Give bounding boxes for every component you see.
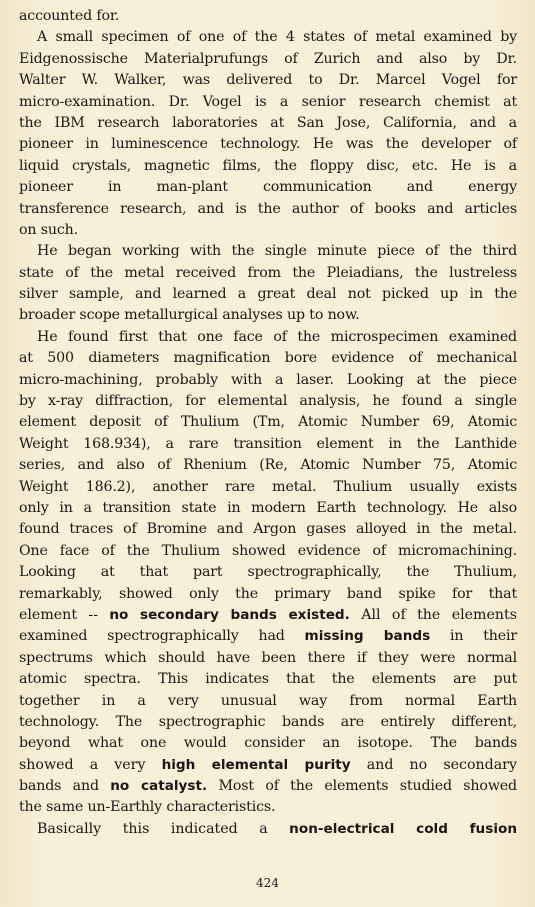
text-line <box>19 70 517 91</box>
text-line <box>19 241 517 262</box>
text-run: silver sample, and learned a great deal not picked up in the <box>19 286 517 303</box>
text-line <box>19 605 517 626</box>
text-line <box>19 519 517 540</box>
text-run: liquid crystals, magnetic films, the floppy disc, etc. He is a <box>19 157 517 174</box>
text-run: micro-machining, probably with a laser. Looking at the piece <box>19 371 517 388</box>
text-run: at 500 diameters magnification bore evidence of mechanical <box>19 350 517 367</box>
text-run: found traces of Bromine and Argon gases alloyed in the metal. <box>19 521 517 538</box>
text-line <box>19 27 517 48</box>
text-line <box>19 348 517 369</box>
text-run: series, and also of Rhenium (Re, Atomic Number 75, Atomic <box>19 457 517 474</box>
text-run: atomic spectra. This indicates that the elements are put <box>19 671 517 688</box>
text-line <box>19 776 517 797</box>
text-line <box>19 220 517 241</box>
bold-phrase: high elemental purity <box>161 756 351 773</box>
text-line <box>19 412 517 433</box>
text-run: together in a very unusual way from normal Earth <box>19 692 517 709</box>
text-run: in their <box>430 628 517 645</box>
text-line <box>19 199 517 220</box>
text-line <box>19 562 517 583</box>
text-line <box>19 284 517 305</box>
text-line <box>19 455 517 476</box>
text-run: Walter W. Walker, was delivered to Dr. Marcel Vogel for <box>19 72 517 89</box>
bold-phrase: no catalyst. <box>110 778 208 795</box>
text-run: He found first that one face of the microspecimen examined <box>37 328 517 345</box>
text-line <box>19 584 517 605</box>
text-run: state of the metal received from the Pleiadians, the lustreless <box>19 264 517 281</box>
text-line <box>19 755 517 776</box>
text-line <box>19 370 517 391</box>
text-line <box>19 6 517 27</box>
text-line <box>19 648 517 669</box>
text-run: technology. The spectrographic bands are entirely different, <box>19 713 517 730</box>
text-line <box>19 134 517 155</box>
bold-phrase: non-electrical cold fusion <box>289 820 517 837</box>
text-line <box>19 691 517 712</box>
text-run: Looking at that part spectrographically, the Thulium, <box>19 564 517 581</box>
text-run: broader scope metallurgical analyses up to now. <box>19 307 360 324</box>
text-line <box>19 156 517 177</box>
text-line <box>19 541 517 562</box>
text-line <box>19 712 517 733</box>
text-line <box>19 733 517 754</box>
text-line <box>19 434 517 455</box>
text-run: showed a very <box>19 756 162 773</box>
text-run: only in a transition state in modern Earth technology. He also <box>19 499 517 516</box>
body-text <box>19 6 517 840</box>
text-line <box>19 669 517 690</box>
text-run: pioneer in luminescence technology. He was the developer of <box>19 136 517 153</box>
text-line <box>19 92 517 113</box>
text-run: the same un-Earthly characteristics. <box>19 799 276 816</box>
text-run: bands and <box>19 778 111 795</box>
text-run: and no secondary <box>350 756 517 773</box>
text-run: Most of the elements studied showed <box>207 778 517 795</box>
text-line <box>19 626 517 647</box>
text-line <box>19 177 517 198</box>
text-line <box>19 113 517 134</box>
bold-phrase: no secondary bands existed. <box>109 606 350 623</box>
text-line <box>19 819 517 840</box>
text-run: accounted for. <box>19 8 120 24</box>
text-run: on such. <box>19 221 78 238</box>
text-run: One face of the Thulium showed evidence of micromachining. <box>19 542 517 559</box>
text-run: All of the elements <box>349 606 518 623</box>
text-line <box>19 391 517 412</box>
text-run: element deposit of Thulium (Tm, Atomic Number 69, Atomic <box>19 414 517 431</box>
text-run: pioneer in man-plant communication and energy <box>19 179 517 196</box>
text-run: He began working with the single minute piece of the third <box>37 243 517 260</box>
text-line <box>19 797 517 818</box>
text-run: micro-examination. Dr. Vogel is a senior research chemist at <box>19 93 517 110</box>
text-line <box>19 327 517 348</box>
text-run: transference research, and is the author of books and articles <box>19 200 517 217</box>
text-run: Eidgenossische Materialprufungs of Zurich and also by Dr. <box>19 50 517 67</box>
text-line <box>19 477 517 498</box>
text-run: Basically this indicated a <box>37 820 290 837</box>
text-run: examined spectrographically had <box>19 628 305 645</box>
text-run: element -- <box>19 606 110 623</box>
bold-phrase: missing bands <box>304 628 431 645</box>
text-run: Weight 186.2), another rare metal. Thulium usually exists <box>19 478 517 495</box>
text-run: the IBM research laboratories at San Jose, California, and a <box>19 114 517 131</box>
page-number: 424 <box>256 876 279 890</box>
text-line <box>19 49 517 70</box>
text-line <box>19 263 517 284</box>
text-run: beyond what one would consider an isotope. The bands <box>19 735 517 752</box>
text-run: remarkably, showed only the primary band spike for that <box>19 585 517 602</box>
text-run: A small specimen of one of the 4 states of metal examined by <box>37 29 517 46</box>
text-run: by x-ray diffraction, for elemental analysis, he found a single <box>19 393 517 410</box>
text-line <box>19 305 517 326</box>
text-run: spectrums which should have been there if they were normal <box>19 649 517 666</box>
text-run: Weight 168.934), a rare transition element in the Lanthide <box>19 435 517 452</box>
text-line <box>19 498 517 519</box>
